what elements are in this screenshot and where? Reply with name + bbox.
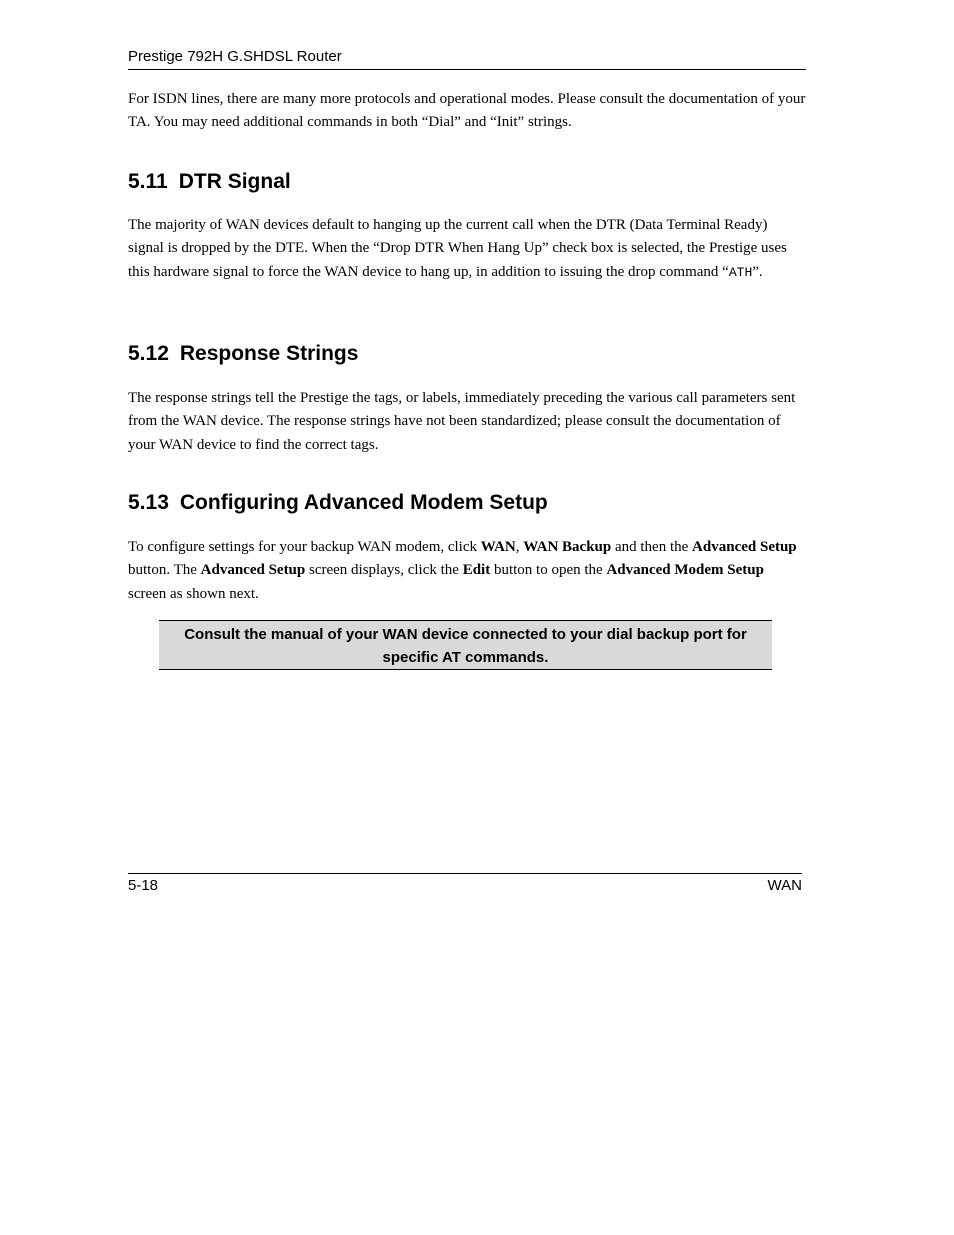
section-title: Configuring Advanced Modem Setup — [179, 491, 548, 514]
section-title: Response Strings — [179, 342, 359, 365]
text-run: and then the — [611, 539, 693, 555]
text-run: screen as shown next. — [128, 585, 259, 602]
drop-command-code: ATH — [728, 264, 753, 280]
section-number: 5.11 — [128, 170, 168, 193]
screen-term-advanced-setup: Advanced Setup — [200, 562, 306, 579]
text-run: , — [515, 539, 524, 555]
menu-term-wan-backup: WAN Backup — [523, 539, 612, 555]
section-number: 5.12 — [128, 342, 169, 365]
menu-term-wan: WAN — [480, 539, 516, 555]
dtr-text: The majority of WAN devices default to hanging up the current call when the DTR (Data Terminal Ready) signal is dropped by the DTE. When the “Drop DTR When Hang Up” check box is selected, the Prestige uses this hardware signal to force the WAN device to hang up, in addition to issuing the drop command “ — [128, 217, 787, 280]
note-box — [159, 620, 772, 670]
page-header — [128, 47, 806, 70]
intro-paragraph: For ISDN lines, there are many more protocols and operational modes. Please consult the documentation of your TA. You may need additional commands in both “Dial” and “Init” strings. — [128, 91, 806, 131]
section-heading-advanced-modem-setup — [128, 490, 806, 516]
page-number: 5-18 — [128, 877, 159, 894]
response-strings-paragraph: The response strings tell the Prestige the tags, or labels, immediately preceding the various call parameters sent from the WAN device. The response strings have not been standardized; please consult the documentation of your WAN device to find the correct tags. — [128, 390, 796, 453]
screen-term-advanced-modem-setup: Advanced Modem Setup — [606, 562, 764, 579]
section-heading-dtr-signal — [128, 169, 806, 195]
button-term-edit: Edit — [462, 562, 491, 579]
page-footer — [128, 873, 802, 896]
text-run: To configure settings for your backup WAN modem, click — [128, 539, 481, 555]
text-run: screen displays, click the — [305, 562, 463, 579]
section-heading-response-strings — [128, 341, 806, 367]
button-term-advanced-setup: Advanced Setup — [692, 539, 797, 555]
dtr-signal-paragraph — [128, 214, 806, 284]
dtr-text-end: ”. — [752, 263, 763, 280]
advanced-modem-setup-paragraph — [128, 536, 806, 606]
chapter-name: WAN — [767, 877, 802, 894]
section-number: 5.13 — [128, 491, 169, 514]
text-run: button to open the — [490, 562, 607, 579]
header-title: Prestige 792H G.SHDSL Router — [128, 48, 342, 65]
note-text: Consult the manual of your WAN device connected to your dial backup port for specific AT commands. — [184, 626, 747, 666]
section-title: DTR Signal — [178, 170, 291, 193]
text-run: button. The — [128, 562, 201, 579]
